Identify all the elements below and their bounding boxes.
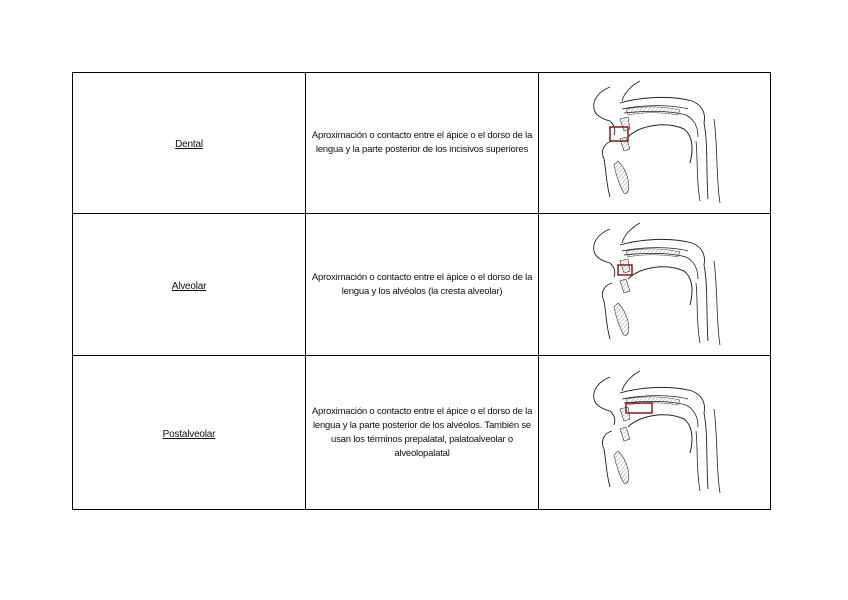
table-row bbox=[73, 214, 771, 356]
term-cell bbox=[73, 214, 306, 356]
term-label: Dental bbox=[175, 139, 203, 150]
vocal-tract-alveolar-diagram-icon bbox=[580, 221, 730, 349]
term-cell bbox=[73, 356, 306, 510]
vocal-tract-postalveolar-diagram-icon bbox=[580, 365, 730, 501]
term-description: Aproximación o contacto entre el ápice o el dorso de la lengua y la parte posterior de los incisivos superiores bbox=[311, 130, 533, 155]
term-description: Aproximación o contacto entre el ápice o el dorso de la lengua y la parte posterior de los alvéolos. También se usan los términos prepalatal, palatoalveolar o alveolopalatal bbox=[311, 405, 533, 459]
term-description: Aproximación o contacto entre el ápice o el dorso de la lengua y los alvéolos (la cresta alveolar) bbox=[311, 271, 533, 297]
diagram-cell bbox=[539, 214, 771, 356]
description-cell bbox=[306, 356, 539, 510]
diagram-cell bbox=[539, 73, 771, 214]
term-label: Postalveolar bbox=[162, 428, 216, 440]
description-cell bbox=[306, 214, 539, 356]
table-row bbox=[73, 73, 771, 214]
term-cell bbox=[73, 73, 306, 214]
articulation-places-table bbox=[72, 72, 771, 510]
diagram-cell bbox=[539, 356, 771, 510]
description-cell bbox=[306, 73, 539, 214]
table-row bbox=[73, 356, 771, 510]
term-label: Alveolar bbox=[171, 280, 207, 292]
vocal-tract-dental-diagram-icon bbox=[580, 79, 730, 207]
